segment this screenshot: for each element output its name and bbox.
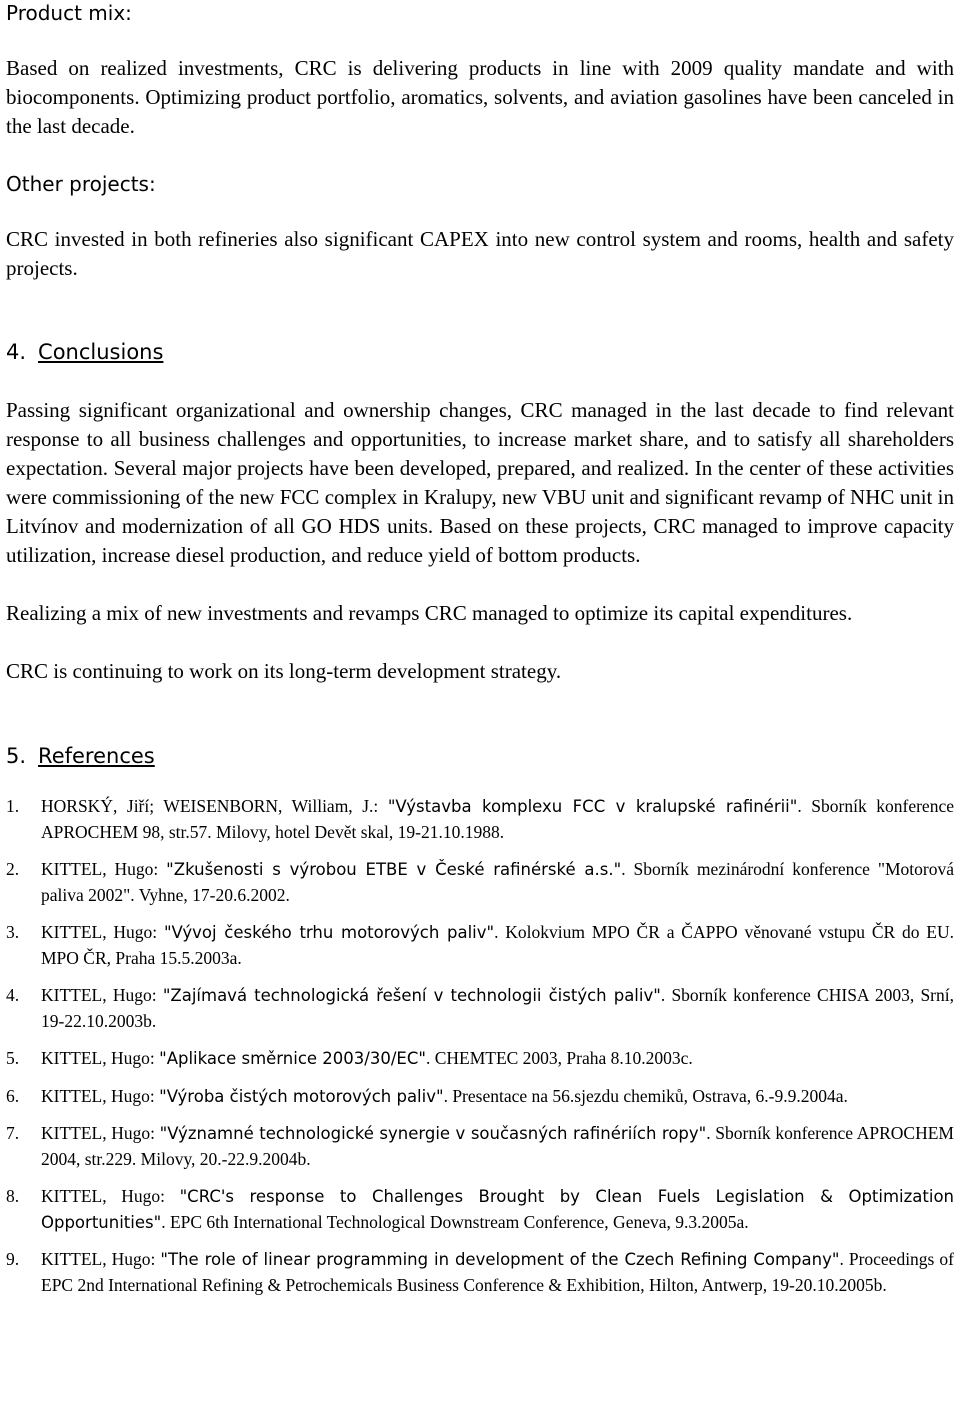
document-page [6, 0, 954, 1298]
reference-author: HORSKÝ, Jiří; WEISENBORN, William, J.: [41, 796, 388, 816]
reference-number: 6. [6, 1085, 20, 1106]
product-mix-heading: Product mix: [6, 1, 132, 25]
reference-details: . Proceedings of EPC 2nd International Refining & Petrochemicals Business Conference & Exhibition, Hilton, Antwerp, 19-20.10.2005b. [41, 1249, 954, 1295]
reference-number: 5. [6, 1048, 20, 1068]
reference-item [6, 1121, 954, 1172]
conclusions-title: Conclusions [38, 340, 164, 364]
reference-number: 8. [6, 1186, 20, 1206]
reference-author: KITTEL, Hugo: [41, 1249, 161, 1269]
reference-title: "Zajímavá technologická řešení v technologii čistých paliv" [162, 986, 661, 1005]
reference-title: "Vývoj českého trhu motorových paliv" [163, 923, 495, 942]
conclusions-number: 4. [6, 340, 27, 364]
conclusions-heading [6, 338, 954, 366]
other-projects-paragraph: CRC invested in both refineries also significant CAPEX into new control system and rooms, health and safety projects. [6, 227, 954, 280]
reference-author: KITTEL, Hugo: [41, 1123, 160, 1143]
reference-author: KITTEL, Hugo: [41, 859, 167, 879]
reference-title: "The role of linear programming in development of the Czech Refining Company" [160, 1250, 840, 1269]
reference-details: . Sborník mezinárodní konference "Motorová paliva 2002". Vyhne, 17-20.6.2002. [41, 859, 954, 905]
reference-details: . Sborník konference CHISA 2003, Srní, 19-22.10.2003b. [41, 985, 954, 1031]
reference-item [6, 1046, 954, 1072]
reference-author: KITTEL, Hugo: [41, 1048, 160, 1068]
reference-author: KITTEL, Hugo: [41, 1186, 180, 1206]
reference-author: KITTEL, Hugo: [41, 1085, 160, 1106]
reference-title: "Zkušenosti s výrobou ETBE v České rafinérské a.s." [166, 860, 622, 879]
reference-details: . Kolokvium MPO ČR a ČAPPO věnované vstupu ČR do EU. MPO ČR, Praha 15.5.2003a. [41, 922, 955, 968]
reference-author: KITTEL, Hugo: [41, 922, 164, 942]
reference-number: 1. [6, 796, 20, 816]
references-heading [6, 742, 954, 770]
reference-title: "CRC's response to Challenges Brought by Clean Fuels Legislation & Optimization Opportunities" [41, 1187, 955, 1232]
conclusions-paragraph-1: Passing significant organizational and ownership changes, CRC managed in the last decade to find relevant response to all business challenges and opportunities, to increase market share, and to satisfy all shareholders expectation. Several major projects have been developed, prepared, and realized. In the center of these activities were commissioning of the new FCC complex in Kralupy, new VBU unit and significant revamp of NHC unit in Litvínov and modernization of all GO HDS units. Based on these projects, CRC managed to improve capacity utilization, increase diesel production, and reduce yield of bottom products. [6, 398, 954, 567]
reference-details: . Sborník konference APROCHEM 2004, str.229. Milovy, 20.-22.9.2004b. [41, 1123, 954, 1169]
reference-details: . Sborník konference APROCHEM 98, str.57. Milovy, hotel Devět skal, 19-21.10.1988. [41, 796, 954, 842]
reference-title: "Významné technologické synergie v současných rafinériích ropy" [159, 1124, 707, 1143]
reference-number: 4. [6, 985, 20, 1005]
conclusions-paragraph-2: Realizing a mix of new investments and revamps CRC managed to optimize its capital expenditures. [6, 601, 853, 625]
reference-number: 3. [6, 922, 20, 942]
reference-item [6, 1084, 954, 1110]
reference-number: 9. [6, 1249, 20, 1269]
references-number: 5. [6, 744, 27, 768]
references-title: References [38, 744, 155, 768]
reference-item [6, 857, 954, 908]
references-list [6, 794, 954, 1298]
reference-author: KITTEL, Hugo: [41, 985, 163, 1005]
reference-item [6, 920, 954, 971]
product-mix-paragraph: Based on realized investments, CRC is delivering products in line with 2009 quality mandate and with biocomponents. Optimizing product portfolio, aromatics, solvents, and aviation gasolines have been canceled in the last decade. [6, 56, 954, 138]
reference-item [6, 1184, 954, 1235]
reference-item [6, 983, 954, 1034]
reference-title: "Aplikace směrnice 2003/30/EC" [159, 1049, 426, 1068]
reference-item [6, 794, 954, 845]
reference-details: . Presentace na 56.sjezdu chemiků, Ostrava, 6.-9.9.2004a. [443, 1085, 848, 1106]
reference-number: 7. [6, 1123, 20, 1143]
other-projects-heading: Other projects: [6, 172, 156, 196]
reference-details: . EPC 6th International Technological Downstream Conference, Geneva, 9.3.2005a. [161, 1211, 749, 1232]
reference-item [6, 1247, 954, 1298]
reference-title: "Výroba čistých motorových paliv" [159, 1086, 444, 1106]
reference-number: 2. [6, 859, 20, 879]
conclusions-paragraph-3: CRC is continuing to work on its long-term development strategy. [6, 659, 562, 683]
reference-title: "Výstavba komplexu FCC v kralupské rafinérii" [387, 797, 798, 816]
reference-details: . CHEMTEC 2003, Praha 8.10.2003c. [425, 1048, 693, 1068]
